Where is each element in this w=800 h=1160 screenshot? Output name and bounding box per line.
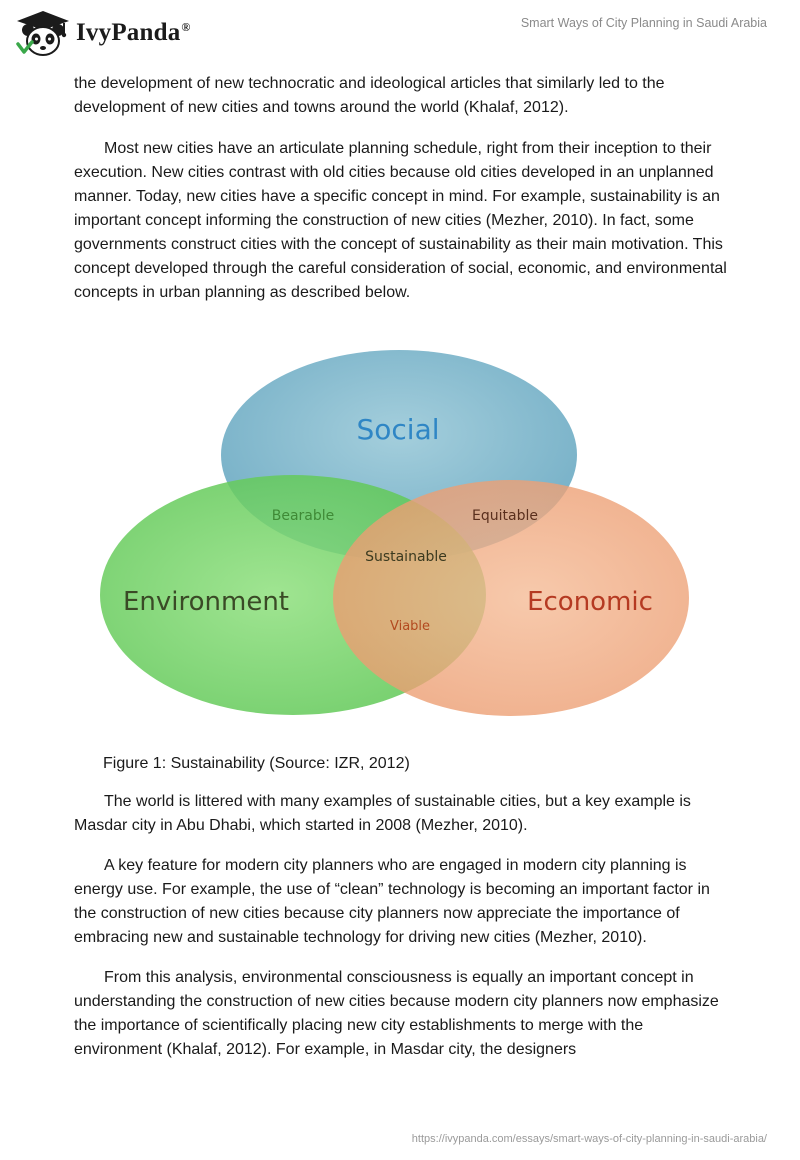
sustainability-venn-diagram — [98, 340, 698, 740]
label-environment: Environment — [122, 587, 290, 617]
paragraph-4: A key feature for modern city planners who are engaged in modern city planning is energy use. For example, the use of “clean” technology is becoming an important factor in the construction of new cities because city planners now appreciate the importance of embracing new and sustainable technology for driving new cities (Mezher, 2010). — [74, 857, 710, 946]
label-economic: Economic — [527, 587, 653, 617]
paragraph-2: Most new cities have an articulate planning schedule, right from their inception to their execution. New cities contrast with old cities because old cities developed in an unplanned manner. Today, new cities have a specific concept in mind. For example, sustainability is an important concept informing the construction of new cities (Mezher, 2010). In fact, some governments construct cities with the concept of sustainability as their main motivation. This concept developed through the careful consideration of social, economic, and environmental concepts in urban planning as described below. — [74, 140, 727, 301]
paragraph-1: the development of new technocratic and ideological articles that similarly led to the development of new cities and towns around the world (Khalaf, 2012). — [74, 75, 665, 116]
label-viable: Viable — [389, 619, 431, 634]
label-social: Social — [356, 413, 440, 446]
figure-caption: Figure 1: Sustainability (Source: IZR, 2012) — [103, 755, 410, 772]
label-equitable: Equitable — [472, 508, 538, 524]
article-body-bottom — [74, 790, 734, 1078]
paragraph-5: From this analysis, environmental consciousness is equally an important concept in understanding the construction of new cities because modern city planners now emphasize the importance of scientifically placing new city establishments to merge with the environment (Khalaf, 2012). For example, in Masdar city, the designers — [74, 969, 719, 1058]
header — [0, 0, 800, 70]
label-sustainable: Sustainable — [365, 549, 447, 565]
label-bearable: Bearable — [271, 508, 335, 524]
source-url-link[interactable]: https://ivypanda.com/essays/smart-ways-of-city-planning-in-saudi-arabia/ — [411, 1133, 767, 1145]
article-body-top — [74, 72, 734, 305]
document-title: Smart Ways of City Planning in Saudi Arabia — [520, 16, 767, 30]
brand-name: IvyPanda® — [76, 19, 191, 46]
paragraph-3: The world is littered with many examples of sustainable cities, but a key example is Masdar city in Abu Dhabi, which started in 2008 (Mezher, 2010). — [74, 793, 691, 834]
ivypanda-logo[interactable] — [14, 8, 191, 58]
panda-graduation-icon — [14, 8, 72, 58]
